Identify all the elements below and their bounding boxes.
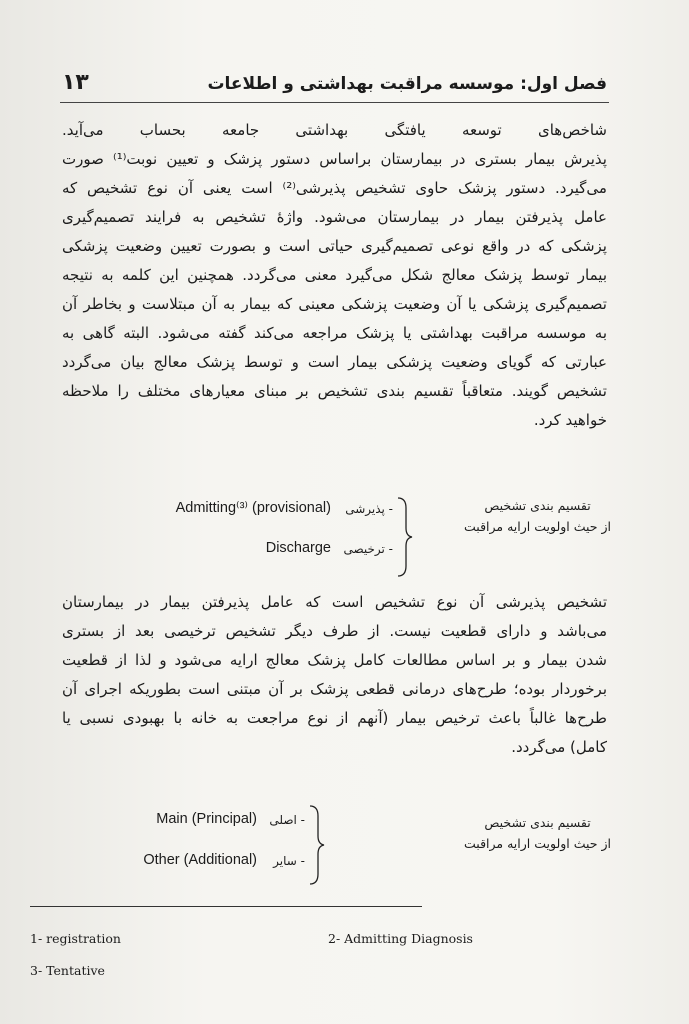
paragraph-line: پذیرش بیمار بستری در بیمارستان براساس دستور پزشک و تعیین نوبت⁽¹⁾ صورت [62, 150, 607, 168]
paragraph-2 [62, 588, 607, 762]
footnote-3: 3- Tentative [30, 963, 105, 978]
paragraph-line: خواهید کرد. [533, 411, 607, 429]
diagram1-caption-line2: از حیث اولویت ارایه مراقبت [464, 519, 611, 534]
diagram1-caption-line1: تقسیم بندی تشخیص [484, 498, 591, 513]
diagram2-item2-en: Other (Additional) [143, 852, 257, 868]
page-number: ۱۳ [62, 70, 89, 95]
paragraph-line: می‌باشد و دارای قطعیت نیست. از طرف دیگر تشخیص ترخیصی بعد از بستری [62, 622, 607, 640]
diagram1-item1-en: Admitting⁽³⁾ (provisional) [175, 500, 331, 516]
diagram2-item1-fa: - اصلی [269, 813, 305, 827]
header-divider [60, 102, 609, 103]
diagram2-caption-line2: از حیث اولویت ارایه مراقبت [464, 836, 611, 851]
paragraph-line: شدن بیمار و بر اساس مطالعات کامل پزشک معالج ارایه می‌شود و لذا از قطعیت [62, 651, 607, 669]
diagram1-item2-fa: - ترخیصی [343, 542, 393, 556]
paragraph-line: عامل پذیرفتن بیمار در بیمارستان می‌شود. واژهٔ تشخیص به فرایند تصمیم‌گیری [62, 208, 607, 226]
page-header [62, 60, 607, 100]
diagram2-item2-fa: - سایر [273, 854, 305, 868]
diagram2-caption-line1: تقسیم بندی تشخیص [484, 815, 591, 830]
paragraph-line: کامل) می‌گردد. [511, 738, 607, 756]
paragraph-line: می‌گیرد. دستور پزشک حاوی تشخیص پذیرشی⁽²⁾ است یعنی آن نوع تشخیص که [62, 179, 607, 197]
chapter-title: فصل اول: موسسه مراقبت بهداشتی و اطلاعات [207, 74, 607, 94]
footnote-1: 1- registration [30, 931, 121, 946]
paragraph-line: تشخیص گویند. متعاقباً تقسیم بندی تشخیص بر مبنای معیارهای مختلف را ملاحظه [62, 382, 607, 400]
paragraph-line: عبارتی که گویای وضعیت پزشکی بیمار است و توسط پزشک معالج بیان می‌گردد [62, 353, 607, 371]
paragraph-line: تشخیص پذیرشی آن نوع تشخیص است که عامل پذیرفتن بیمار در بیمارستان [62, 593, 607, 611]
paragraph-line: بیمار توسط پزشک معالج شکل می‌گیرد معنی می‌گردد. همچنین این کلمه به نتیجه [62, 266, 607, 284]
paragraph-line: پزشکی که در واقع نوعی تصمیم‌گیری حیاتی است و بصورت تعیین وضعیت پزشکی [62, 237, 607, 255]
paragraph-line: طرح‌ها غالباً باعث ترخیص بیمار (آنهم از نوع مراجعت به خانه با بهبودی نسبی یا [62, 709, 607, 727]
paragraph-line: برخوردار بوده؛ طرح‌های درمانی قطعی پزشک بر آن مبتنی است بطوریکه اجرای آن [62, 680, 607, 698]
paragraph-line: تصمیم‌گیری پزشکی یا آن وضعیت پزشکی معینی که بیمار به آن مبتلاست و بخاطر آن [62, 295, 607, 313]
paragraph-1 [62, 116, 607, 435]
footnote-divider [30, 906, 422, 907]
diagram2-item1-en: Main (Principal) [156, 811, 257, 827]
paragraph-line: شاخص‌های توسعه یافتگی بهداشتی جامعه بحساب می‌آید. [62, 121, 607, 139]
diagram1-item1-fa: - پذیرشی [345, 502, 393, 516]
diagram1-item2-en: Discharge [265, 540, 331, 556]
footnote-2: 2- Admitting Diagnosis [328, 931, 473, 946]
paragraph-line: به موسسه مراقبت بهداشتی یا پزشک مراجعه می‌کند گفته می‌شود. البته گاهی به [62, 324, 607, 342]
